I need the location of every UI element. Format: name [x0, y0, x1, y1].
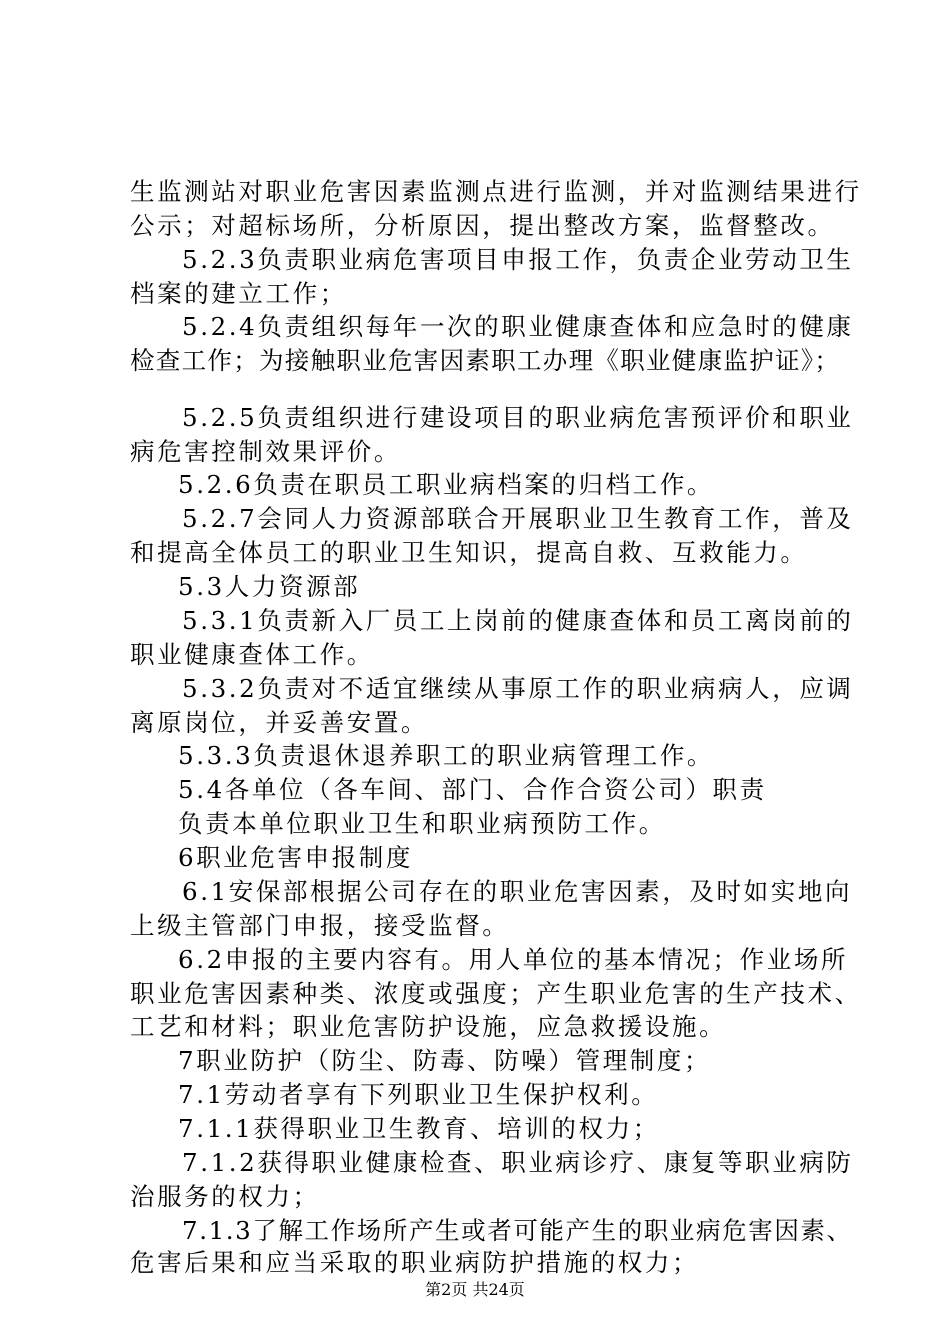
text-line: 5.2.3负责职业病危害项目申报工作，负责企业劳动卫生	[182, 245, 854, 274]
text-line: 7.1.3了解工作场所产生或者可能产生的职业病危害因素、	[182, 1216, 853, 1245]
text-line: 职业健康查体工作。	[130, 640, 374, 669]
text-line: 5.2.6负责在职员工职业病档案的归档工作。	[178, 470, 715, 499]
text-line: 公示；对超标场所，分析原因，提出整改方案，监督整改。	[130, 211, 835, 240]
text-line: 7.1劳动者享有下列职业卫生保护权利。	[178, 1080, 659, 1109]
text-line: 5.2.4负责组织每年一次的职业健康查体和应急时的健康	[182, 312, 854, 341]
text-line: 工艺和材料；职业危害防护设施，应急救援设施。	[130, 1012, 727, 1041]
text-line: 5.3.2负责对不适宜继续从事原工作的职业病病人，应调	[182, 674, 854, 703]
text-line: 上级主管部门申报，接受监督。	[130, 911, 510, 940]
text-line: 5.2.5负责组织进行建设项目的职业病危害预评价和职业	[182, 403, 854, 432]
text-line: 和提高全体员工的职业卫生知识，提高自救、互救能力。	[130, 538, 808, 567]
text-line: 5.3.1负责新入厂员工上岗前的健康查体和员工离岗前的	[182, 606, 854, 635]
text-line: 5.3.3负责退休退养职工的职业病管理工作。	[178, 741, 715, 770]
text-line: 5.2.7会同人力资源部联合开展职业卫生教育工作，普及	[182, 504, 854, 533]
text-line: 档案的建立工作；	[130, 279, 347, 308]
text-line: 生监测站对职业危害因素监测点进行监测，并对监测结果进行	[130, 177, 862, 206]
text-line: 5.4各单位（各车间、部门、合作合资公司）职责	[178, 775, 767, 804]
text-line: 6.1安保部根据公司存在的职业危害因素，及时如实地向	[182, 877, 853, 906]
text-line: 离原岗位，并妥善安置。	[130, 708, 429, 737]
text-line: 7.1.2获得职业健康检查、职业病诊疗、康复等职业病防	[182, 1148, 854, 1177]
text-line: 病危害控制效果评价。	[130, 437, 401, 466]
text-line: 5.3人力资源部	[178, 572, 361, 601]
section-heading: 6职业危害申报制度	[178, 843, 413, 872]
text-line: 职业危害因素种类、浓度或强度；产生职业危害的生产技术、	[130, 979, 862, 1008]
text-line: 7.1.1获得职业卫生教育、培训的权力；	[178, 1114, 660, 1143]
text-line: 危害后果和应当采取的职业病防护措施的权力；	[130, 1248, 700, 1277]
text-line: 6.2申报的主要内容有。用人单位的基本情况；作业场所	[178, 945, 849, 974]
text-line: 治服务的权力；	[130, 1182, 320, 1211]
text-line: 负责本单位职业卫生和职业病预防工作。	[178, 809, 666, 838]
text-line: 检查工作；为接触职业危害因素职工办理《职业健康监护证》；	[130, 346, 841, 375]
page-number-footer: 第2页 共24页	[425, 1280, 525, 1299]
section-heading: 7职业防护（防尘、防毒、防噪）管理制度；	[178, 1046, 712, 1075]
